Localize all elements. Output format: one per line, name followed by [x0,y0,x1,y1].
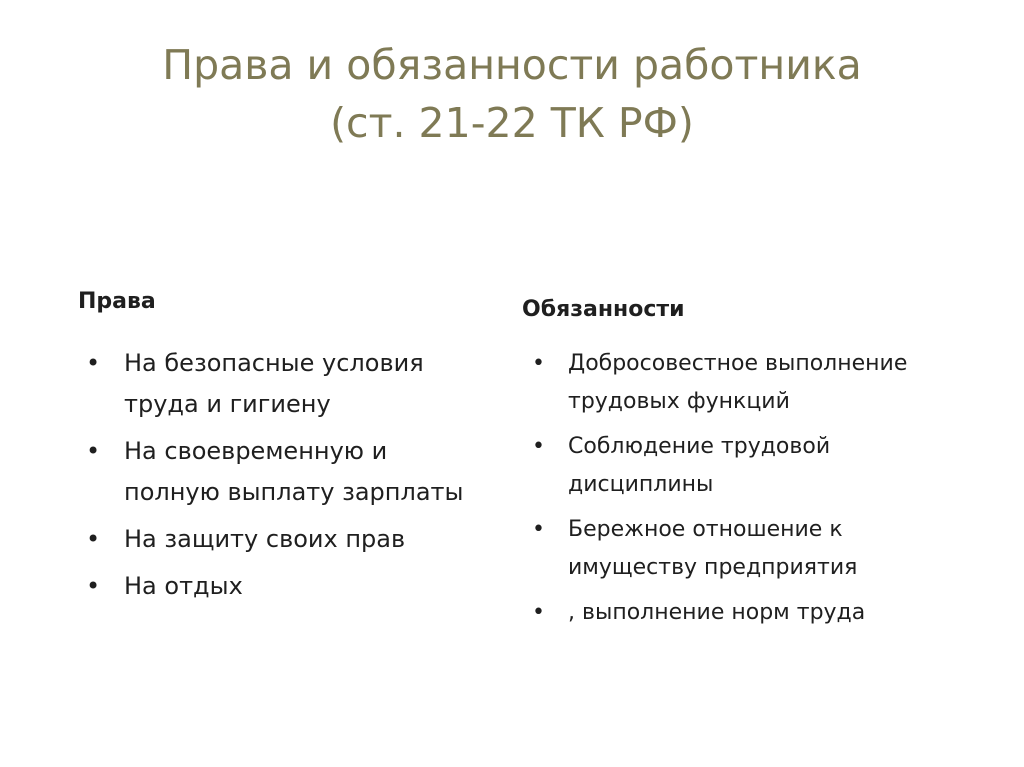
list-item [78,566,478,607]
title-line-1: Права и обязанности работника [162,41,862,89]
bullet-icon: • [532,600,545,625]
bullet-icon: • [86,525,101,553]
list-item-text: На отдых [124,572,243,600]
list-item [522,345,942,421]
bullet-icon: • [86,437,101,465]
list-item-text: На защиту своих прав [124,525,406,553]
bullet-icon: • [532,517,545,542]
list-item [522,428,942,504]
bullet-icon: • [86,572,101,600]
list-item [78,431,478,513]
rights-list [78,343,478,613]
title-line-2: (ст. 21-22 ТК РФ) [330,99,694,147]
list-item-text: На своевременную и полную выплату зарплаты [124,437,464,506]
bullet-icon: • [532,434,545,459]
list-item [522,511,942,587]
list-item [78,519,478,560]
duties-heading: Обязанности [522,297,685,322]
list-item [78,343,478,425]
list-item-text: На безопасные условия труда и гигиену [124,349,424,418]
list-item-text: , выполнение норм труда [568,600,866,625]
list-item [522,594,942,632]
list-item-text: Соблюдение трудовой дисциплины [568,434,831,497]
list-item-text: Добросовестное выполнение трудовых функций [568,351,908,414]
bullet-icon: • [532,351,545,376]
rights-heading: Права [78,289,156,314]
duties-list [522,345,942,639]
slide-title [0,36,1024,152]
list-item-text: Бережное отношение к имуществу предприятия [568,517,858,580]
bullet-icon: • [86,349,101,377]
